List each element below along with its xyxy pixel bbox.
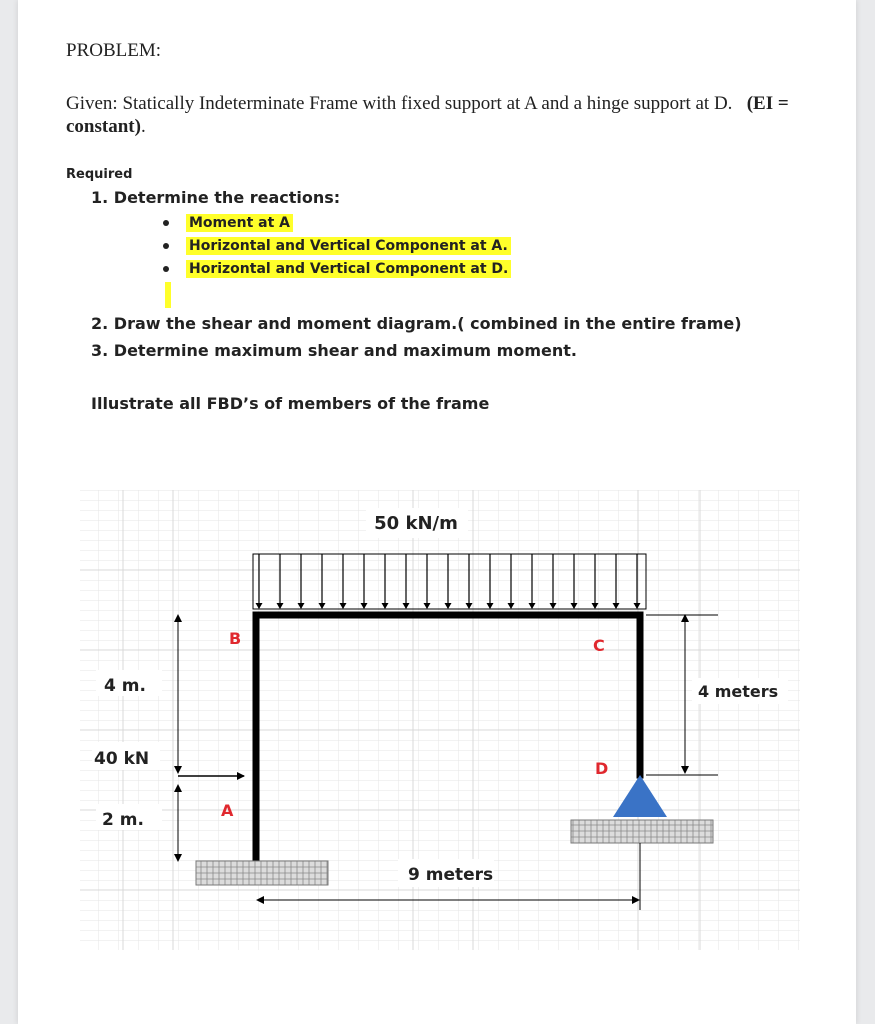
required-label: Required [66, 167, 133, 182]
bullet-text-moment-a: Moment at A [186, 214, 293, 232]
given-ei-constant: (EI = constant) [66, 93, 789, 137]
given-text: Given: Statically Indeterminate Frame with fixed support at A and a hinge support at D. [66, 93, 733, 114]
frame-diagram [18, 480, 856, 960]
bullet-icon [163, 243, 169, 249]
given-statement [66, 92, 826, 138]
load-label: 50 kN/m [374, 513, 458, 534]
requirement-1: 1. Determine the reactions: [91, 188, 341, 207]
requirement-2: 2. Draw the shear and moment diagram.( combined in the entire frame) [91, 314, 742, 333]
problem-title: PROBLEM: [66, 40, 162, 61]
dim-label-2m: 2 m. [102, 810, 144, 830]
force-label-40kn: 40 kN [94, 749, 150, 769]
given-period: . [140, 116, 146, 137]
document-page [18, 0, 856, 1024]
bullet-icon [163, 266, 169, 272]
fixed-support-a [196, 861, 328, 885]
bullet-icon [163, 220, 169, 226]
illustrate-instruction: Illustrate all FBD’s of members of the frame [91, 394, 490, 413]
bullet-text-components-a: Horizontal and Vertical Component at A. [186, 237, 511, 255]
label-c: C [593, 636, 605, 655]
dim-label-4meters: 4 meters [698, 682, 779, 701]
label-a: A [221, 801, 234, 820]
hinge-base-d [571, 820, 713, 843]
requirement-3: 3. Determine maximum shear and maximum moment. [91, 341, 577, 360]
dim-label-9meters: 9 meters [408, 865, 494, 885]
bullet-text-components-d: Horizontal and Vertical Component at D. [186, 260, 511, 278]
label-b: B [229, 629, 242, 648]
highlight-bar [165, 282, 171, 308]
label-d: D [595, 759, 609, 778]
dim-label-4m: 4 m. [104, 676, 146, 696]
